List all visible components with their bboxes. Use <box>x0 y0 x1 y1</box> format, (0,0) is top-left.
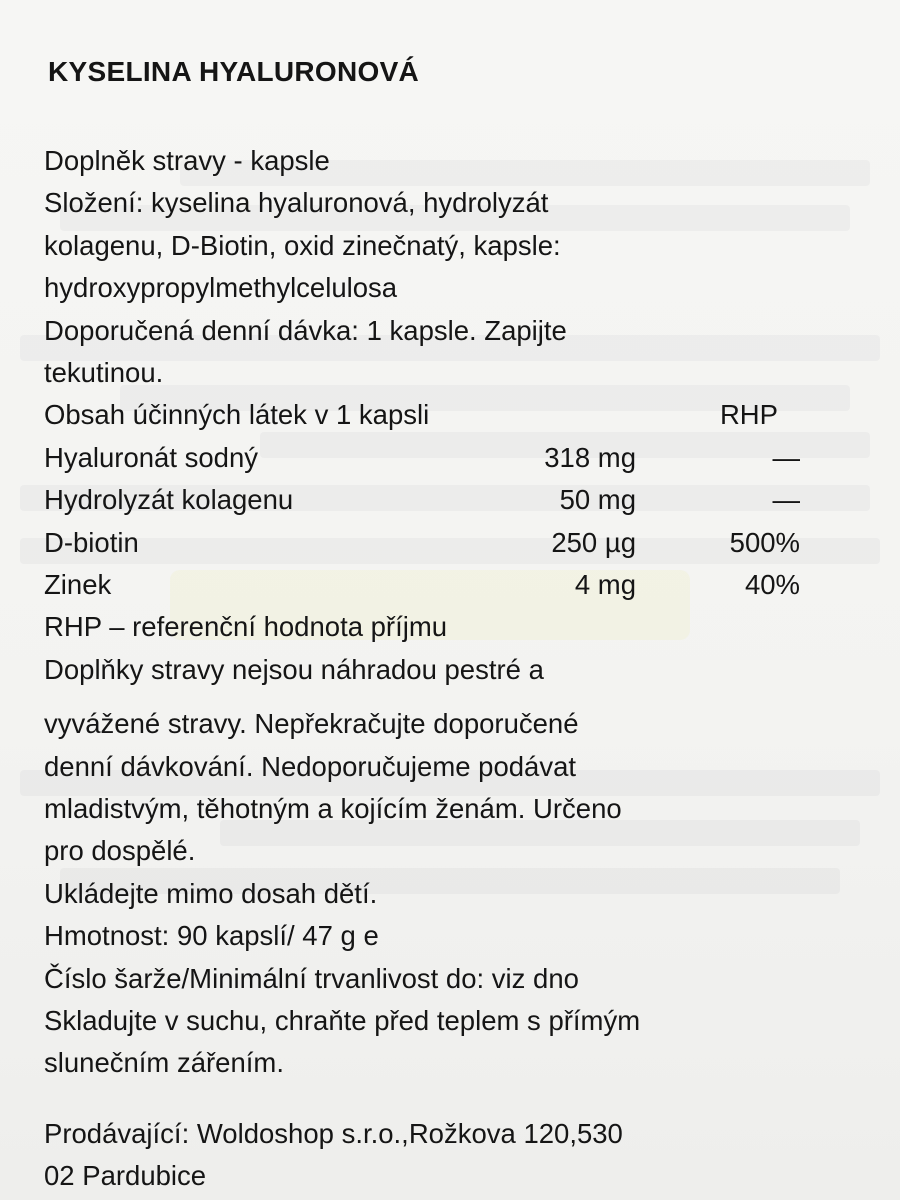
product-title: KYSELINA HYALURONOVÁ <box>48 56 420 87</box>
batch-expiry-note: Číslo šarže/Minimální trvanlivost do: viz dno <box>44 962 579 994</box>
ingredient-rhp: — <box>772 441 800 473</box>
table-header-row <box>44 394 864 436</box>
label-text <box>44 52 864 1198</box>
text-line: mladistvým, těhotným a kojícím ženám. Určeno <box>44 793 622 825</box>
ingredient-amount: 50 mg <box>559 484 636 516</box>
ingredient-amount: 4 mg <box>574 569 636 600</box>
seller-block <box>44 1113 864 1198</box>
text-line: hydroxypropylmethylcelulosa <box>44 272 398 304</box>
text-line: Složení: kyselina hyaluronová, hydrolyzát <box>44 187 549 219</box>
text-line: vyvážené stravy. Nepřekračujte doporučené <box>44 708 579 740</box>
table-header-name: Obsah účinných látek v 1 kapsli <box>44 399 430 431</box>
table-row <box>44 522 864 564</box>
table-header-rhp: RHP <box>719 399 778 431</box>
ingredient-name: D-biotin <box>44 526 139 558</box>
ingredient-name: Zinek <box>44 569 112 600</box>
ingredient-amount: 318 mg <box>544 441 636 473</box>
text-line: denní dávkování. Nedoporučujeme podávat <box>44 750 577 782</box>
ingredient-name: Hyaluronát sodný <box>44 441 259 473</box>
active-ingredients-table <box>44 394 864 606</box>
ingredient-rhp: 500% <box>729 526 800 558</box>
seller-line: 02 Pardubice <box>44 1160 207 1192</box>
ingredient-rhp: 40% <box>744 569 800 600</box>
text-line: Doporučená denní dávka: 1 kapsle. Zapijte <box>44 314 567 346</box>
warnings-block <box>44 606 864 1084</box>
seller-line: Prodávající: Woldoshop s.r.o.,Rožkova 120,530 <box>44 1117 623 1149</box>
text-line: slunečním zářením. <box>44 1047 284 1079</box>
table-row <box>44 479 864 521</box>
text-line: pro dospělé. <box>44 835 196 867</box>
storage-children-note: Ukládejte mimo dosah dětí. <box>44 877 378 909</box>
composition-block <box>44 140 864 394</box>
ingredient-rhp: — <box>772 484 800 516</box>
storage-note: Skladujte v suchu, chraňte před teplem s přímým <box>44 1005 641 1037</box>
table-row <box>44 437 864 479</box>
text-line: kolagenu, D-Biotin, oxid zinečnatý, kapsle: <box>44 229 561 261</box>
net-weight: Hmotnost: 90 kapslí/ 47 g e <box>44 920 379 952</box>
table-row <box>44 564 864 606</box>
rhp-note: RHP – referenční hodnota příjmu <box>44 611 448 643</box>
text-line: tekutinou. <box>44 357 164 389</box>
text-line: Doplňky stravy nejsou náhradou pestré a <box>44 653 544 685</box>
text-line: Doplněk stravy - kapsle <box>44 145 330 176</box>
ingredient-name: Hydrolyzát kolagenu <box>44 484 294 516</box>
ingredient-amount: 250 µg <box>551 526 636 558</box>
